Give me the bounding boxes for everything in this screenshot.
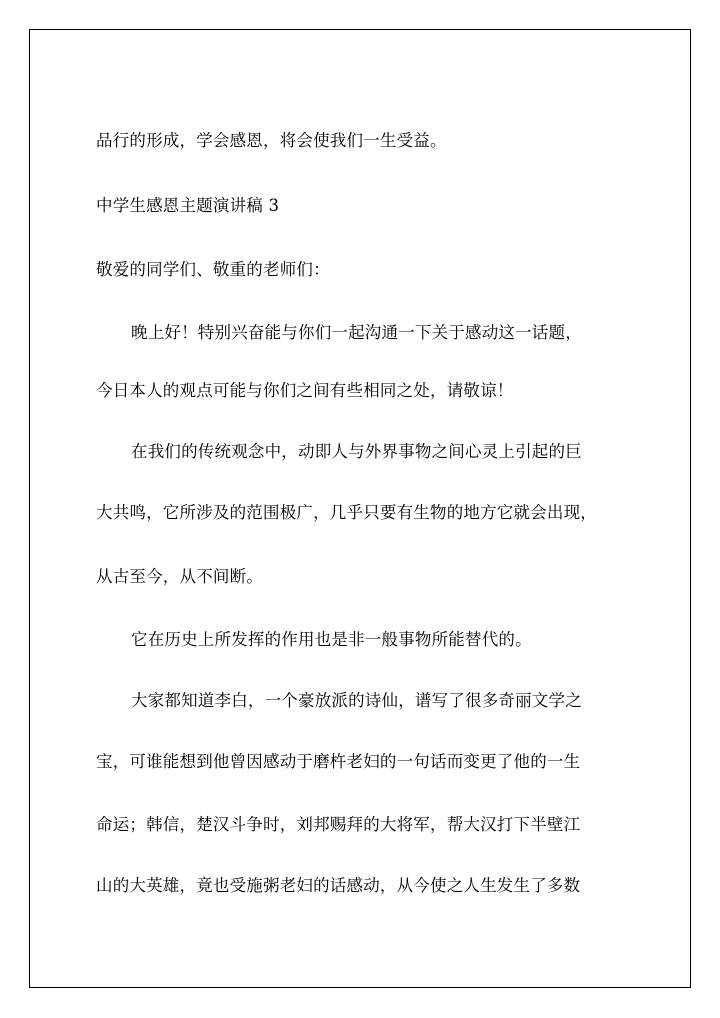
- paragraph-line: 品行的形成，学会感恩，将会使我们一生受益。: [96, 131, 447, 150]
- section-heading: 中学生感恩主题演讲稿 3: [96, 196, 280, 215]
- paragraph-line: 大共鸣，它所涉及的范围极广，几乎只要有生物的地方它就会出现，: [96, 503, 597, 522]
- paragraph-line: 在我们的传统观念中，动即人与外界事物之间心灵上引起的巨: [131, 442, 582, 461]
- paragraph-line: 它在历史上所发挥的作用也是非一般事物所能替代的。: [131, 630, 532, 649]
- paragraph-line: 宝，可谁能想到他曾因感动于磨杵老妇的一句话而变更了他的一生: [96, 752, 581, 771]
- paragraph-line: 山的大英雄，竟也受施粥老妇的话感动，从今使之人生发生了多数: [96, 876, 581, 895]
- salutation: 敬爱的同学们、敬重的老师们：: [96, 260, 330, 279]
- paragraph-line: 大家都知道李白，一个豪放派的诗仙，谱写了很多奇丽文学之: [131, 691, 582, 710]
- paragraph-line: 晚上好！特别兴奋能与你们一起沟通一下关于感动这一话题，: [131, 323, 582, 342]
- paragraph-line: 命运；韩信，楚汉斗争时，刘邦赐拜的大将军，帮大汉打下半壁江: [96, 815, 581, 834]
- paragraph-line: 今日本人的观点可能与你们之间有些相同之处，请敬谅！: [96, 381, 514, 400]
- paragraph-line: 从古至今，从不间断。: [96, 567, 263, 586]
